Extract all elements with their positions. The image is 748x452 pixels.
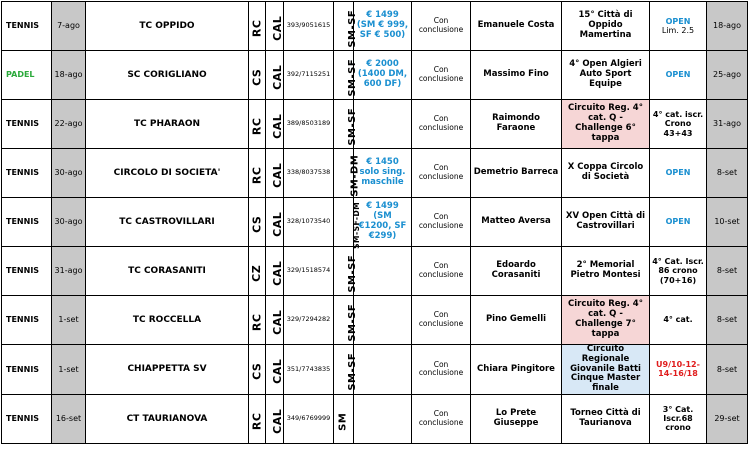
start-date: 1-set xyxy=(58,364,79,374)
phone-number: 328/1073540 xyxy=(286,217,331,226)
phone-number: 351/7743835 xyxy=(286,364,331,373)
category-cell xyxy=(334,51,359,100)
sport-cell xyxy=(2,51,52,100)
category-cell xyxy=(334,100,359,149)
start-date-cell xyxy=(52,345,86,395)
category-cell xyxy=(334,345,359,395)
category-code: SM-DM xyxy=(349,154,361,197)
sport-label: TENNIS xyxy=(6,168,40,178)
referee-cell xyxy=(471,394,562,443)
table-row xyxy=(2,51,748,100)
notes-cell xyxy=(650,51,707,100)
prize-money: € 1450 solo sing. maschile xyxy=(359,157,406,187)
format-cell xyxy=(412,2,471,51)
start-date: 16-set xyxy=(55,414,82,424)
category-cell xyxy=(334,296,359,345)
province-code: RC xyxy=(250,412,264,430)
notes-text: 3° Cat. Iscr.68 crono xyxy=(662,405,694,433)
phone-cell xyxy=(284,247,334,296)
format-label: Con conclusione xyxy=(418,65,464,83)
sport-cell xyxy=(2,247,52,296)
category-code: SM xyxy=(337,412,349,431)
event-name: XV Open Città di Castrovillari xyxy=(565,211,646,231)
region-code: CAL xyxy=(271,113,285,139)
province-cell xyxy=(249,296,266,345)
notes-limit: Lim. 2.5 xyxy=(661,26,695,35)
referee-name: Pino Gemelli xyxy=(485,314,547,325)
province-cell xyxy=(249,149,266,198)
region-code: CAL xyxy=(271,15,285,41)
club-name: TC CASTROVILLARI xyxy=(119,216,215,227)
start-date-cell xyxy=(52,51,86,100)
province-code: RC xyxy=(250,166,264,184)
format-cell xyxy=(412,149,471,198)
notes-cell xyxy=(650,296,707,345)
start-date-cell xyxy=(52,100,86,149)
sport-label: TENNIS xyxy=(6,266,40,276)
notes-text: U9/10-12-14-16/18 xyxy=(656,360,700,379)
format-label: Con conclusione xyxy=(418,114,464,132)
referee-name: Raimondo Faraone xyxy=(492,113,540,133)
referee-name: Edoardo Corasaniti xyxy=(491,260,541,280)
format-label: Con conclusione xyxy=(418,163,464,181)
start-date: 30-ago xyxy=(54,168,83,178)
prize-money: € 1499 (SM €1200, SF €299) xyxy=(358,201,407,241)
phone-number: 389/8503189 xyxy=(286,119,331,128)
table-row xyxy=(2,345,748,395)
category-cell xyxy=(334,394,354,443)
category-code: SM-SF xyxy=(347,303,359,342)
end-date-cell xyxy=(707,149,748,198)
format-label: Con conclusione xyxy=(418,310,464,328)
format-cell xyxy=(412,296,471,345)
start-date: 1-set xyxy=(58,315,79,325)
format-label: Con conclusione xyxy=(418,212,464,230)
club-name: CT TAURIANOVA xyxy=(126,413,208,424)
sport-cell xyxy=(2,198,52,247)
province-cell xyxy=(249,247,266,296)
category-code: SM-SF-DM xyxy=(352,201,362,249)
phone-cell xyxy=(284,100,334,149)
format-cell xyxy=(412,198,471,247)
referee-name: Demetrio Barreca xyxy=(473,167,559,178)
region-cell xyxy=(266,2,284,51)
sport-cell xyxy=(2,394,52,443)
notes-cell xyxy=(650,2,707,51)
phone-number: 393/9051615 xyxy=(286,21,331,30)
category-cell xyxy=(334,2,359,51)
province-code: RC xyxy=(250,313,264,331)
category-code: SM-SF xyxy=(347,254,359,293)
category-code: SM-SF xyxy=(347,107,359,146)
start-date: 18-ago xyxy=(54,70,83,80)
prize-cell xyxy=(354,394,412,443)
province-code: RC xyxy=(250,19,264,37)
notes-cell xyxy=(650,100,707,149)
phone-number: 329/7294282 xyxy=(286,315,331,324)
end-date-cell xyxy=(707,198,748,247)
event-cell xyxy=(562,345,650,395)
end-date-cell xyxy=(707,247,748,296)
referee-cell xyxy=(471,345,562,395)
phone-number: 392/7115251 xyxy=(286,70,331,79)
club-cell xyxy=(86,345,249,395)
phone-cell xyxy=(284,2,334,51)
referee-cell xyxy=(471,2,562,51)
notes-text: OPEN xyxy=(665,70,691,80)
club-cell xyxy=(86,100,249,149)
region-code: CAL xyxy=(271,162,285,188)
event-cell xyxy=(562,2,650,51)
prize-cell xyxy=(354,296,412,345)
start-date-cell xyxy=(52,2,86,51)
category-code: SM-SF xyxy=(347,353,359,391)
club-name: TC CORASANITI xyxy=(128,265,206,276)
start-date-cell xyxy=(52,247,86,296)
format-label: Con conclusione xyxy=(418,261,464,279)
club-cell xyxy=(86,394,249,443)
sport-label: TENNIS xyxy=(6,414,40,424)
phone-number: 349/6769999 xyxy=(286,414,331,423)
format-cell xyxy=(412,345,471,395)
phone-cell xyxy=(284,198,334,247)
tournament-table xyxy=(1,1,748,444)
phone-cell xyxy=(284,296,334,345)
province-code: CS xyxy=(250,68,264,86)
category-code: SM-SF xyxy=(347,9,359,48)
region-code: CAL xyxy=(271,64,285,90)
referee-name: Lo Prete Giuseppe xyxy=(493,408,539,428)
end-date-cell xyxy=(707,100,748,149)
sport-cell xyxy=(2,2,52,51)
sport-cell xyxy=(2,296,52,345)
prize-cell xyxy=(354,100,412,149)
club-name: TC ROCCELLA xyxy=(132,314,202,325)
notes-text: 4° cat. iscr. Crono 43+43 xyxy=(652,110,704,138)
phone-cell xyxy=(284,345,334,395)
start-date: 31-ago xyxy=(54,266,83,276)
region-cell xyxy=(266,149,284,198)
event-name: Circuito Regionale Giovanile Batti Cinque Master finale xyxy=(570,344,641,394)
region-code: CAL xyxy=(271,358,285,385)
region-cell xyxy=(266,296,284,345)
province-code: RC xyxy=(250,117,264,135)
end-date: 8-set xyxy=(716,168,738,178)
sport-label: PADEL xyxy=(6,70,35,80)
event-name: Circuito Reg. 4° cat. Q - Challenge 7° tappa xyxy=(568,299,643,339)
start-date-cell xyxy=(52,296,86,345)
notes-cell xyxy=(650,247,707,296)
notes-text: OPEN xyxy=(665,168,691,178)
club-name: CIRCOLO DI SOCIETA' xyxy=(113,167,221,178)
event-name: Circuito Reg. 4° cat. Q - Challenge 6° tappa xyxy=(568,103,643,143)
sport-cell xyxy=(2,149,52,198)
format-label: Con conclusione xyxy=(418,16,464,34)
end-date-cell xyxy=(707,394,748,443)
prize-cell xyxy=(354,198,412,247)
category-cell xyxy=(334,247,359,296)
club-cell xyxy=(86,296,249,345)
category-cell xyxy=(334,198,362,249)
table-row xyxy=(2,149,748,198)
phone-cell xyxy=(284,394,334,443)
sport-cell xyxy=(2,345,52,395)
club-name: TC OPPIDO xyxy=(139,20,195,31)
event-name: Torneo Città di Taurianova xyxy=(570,408,641,428)
format-cell xyxy=(412,247,471,296)
prize-money: € 1499 (SM € 999, SF € 500) xyxy=(356,10,409,40)
region-cell xyxy=(266,247,284,296)
club-cell xyxy=(86,51,249,100)
region-code: CAL xyxy=(271,408,285,434)
table-row xyxy=(2,296,748,345)
prize-cell xyxy=(354,2,412,51)
end-date: 18-ago xyxy=(713,21,741,31)
notes-text: OPEN xyxy=(665,16,691,26)
prize-cell xyxy=(354,149,412,198)
end-date: 25-ago xyxy=(713,70,741,80)
notes-text: 4° Cat. Iscr. 86 crono (70+16) xyxy=(652,257,704,285)
start-date-cell xyxy=(52,394,86,443)
region-code: CAL xyxy=(271,309,285,335)
table-row xyxy=(2,2,748,51)
end-date: 8-set xyxy=(716,315,738,325)
start-date: 22-ago xyxy=(54,119,83,129)
event-cell xyxy=(562,100,650,149)
region-cell xyxy=(266,51,284,100)
end-date-cell xyxy=(707,51,748,100)
end-date: 8-set xyxy=(716,266,738,276)
prize-cell xyxy=(354,51,412,100)
prize-cell xyxy=(354,247,412,296)
start-date: 7-ago xyxy=(57,21,80,31)
club-cell xyxy=(86,149,249,198)
end-date: 10-set xyxy=(714,217,740,227)
event-cell xyxy=(562,51,650,100)
event-cell xyxy=(562,247,650,296)
region-cell xyxy=(266,394,284,443)
club-name: SC CORIGLIANO xyxy=(127,69,207,80)
sport-label: TENNIS xyxy=(6,364,40,374)
format-cell xyxy=(412,394,471,443)
referee-cell xyxy=(471,51,562,100)
format-label: Con conclusione xyxy=(418,359,464,378)
region-cell xyxy=(266,100,284,149)
event-name: 4° Open Algieri Auto Sport Equipe xyxy=(569,59,642,89)
sport-cell xyxy=(2,100,52,149)
category-cell xyxy=(334,149,361,198)
province-cell xyxy=(249,394,266,443)
province-cell xyxy=(249,198,266,247)
table-row xyxy=(2,100,748,149)
category-code: SM-SF xyxy=(347,58,359,97)
start-date-cell xyxy=(52,198,86,247)
phone-cell xyxy=(284,51,334,100)
event-cell xyxy=(562,149,650,198)
end-date-cell xyxy=(707,2,748,51)
club-cell xyxy=(86,247,249,296)
sport-label: TENNIS xyxy=(6,217,40,227)
phone-cell xyxy=(284,149,334,198)
sport-label: TENNIS xyxy=(6,315,40,325)
format-cell xyxy=(412,100,471,149)
region-code: CAL xyxy=(271,260,285,286)
table-row xyxy=(2,247,748,296)
prize-money: € 2000 (1400 DM, 600 DF) xyxy=(357,59,408,89)
end-date-cell xyxy=(707,345,748,395)
sport-label: TENNIS xyxy=(6,119,40,129)
referee-cell xyxy=(471,198,562,247)
table-row xyxy=(2,394,748,443)
province-cell xyxy=(249,51,266,100)
region-cell xyxy=(266,345,284,395)
province-code: CS xyxy=(250,215,264,233)
referee-cell xyxy=(471,100,562,149)
start-date-cell xyxy=(52,149,86,198)
referee-name: Chiara Pingitore xyxy=(477,363,555,374)
notes-text: OPEN xyxy=(665,217,691,227)
referee-name: Massimo Fino xyxy=(483,69,549,80)
event-cell xyxy=(562,198,650,247)
sport-label: TENNIS xyxy=(6,21,40,31)
table-row xyxy=(2,198,748,247)
event-cell xyxy=(562,394,650,443)
end-date-cell xyxy=(707,296,748,345)
format-label: Con conclusione xyxy=(418,409,464,427)
table-body xyxy=(2,2,748,444)
event-name: X Coppa Circolo di Società xyxy=(567,162,644,182)
referee-cell xyxy=(471,296,562,345)
event-name: 2° Memorial Pietro Montesi xyxy=(570,260,641,280)
end-date: 29-set xyxy=(714,414,740,424)
province-code: CS xyxy=(250,362,264,381)
notes-cell xyxy=(650,198,707,247)
referee-cell xyxy=(471,149,562,198)
notes-cell xyxy=(650,394,707,443)
prize-cell xyxy=(354,345,412,395)
province-cell xyxy=(249,345,266,395)
end-date: 31-ago xyxy=(713,119,741,129)
province-code: CZ xyxy=(250,264,264,282)
start-date: 30-ago xyxy=(54,217,83,227)
notes-text: 4° cat. xyxy=(663,315,693,325)
notes-cell xyxy=(650,149,707,198)
notes-cell xyxy=(650,345,707,395)
club-name: TC PHARAON xyxy=(133,118,201,129)
referee-name: Matteo Aversa xyxy=(481,216,551,227)
referee-name: Emanuele Costa xyxy=(477,20,555,31)
province-cell xyxy=(249,100,266,149)
end-date: 8-set xyxy=(716,364,738,374)
club-cell xyxy=(86,2,249,51)
referee-cell xyxy=(471,247,562,296)
region-cell xyxy=(266,198,284,247)
phone-number: 329/1518574 xyxy=(286,266,331,275)
region-code: CAL xyxy=(271,211,285,237)
club-name: CHIAPPETTA SV xyxy=(127,364,207,375)
event-cell xyxy=(562,296,650,345)
event-name: 15° Città di Oppido Mamertina xyxy=(578,10,633,40)
format-cell xyxy=(412,51,471,100)
club-cell xyxy=(86,198,249,247)
province-cell xyxy=(249,2,266,51)
phone-number: 338/8037538 xyxy=(286,168,331,177)
